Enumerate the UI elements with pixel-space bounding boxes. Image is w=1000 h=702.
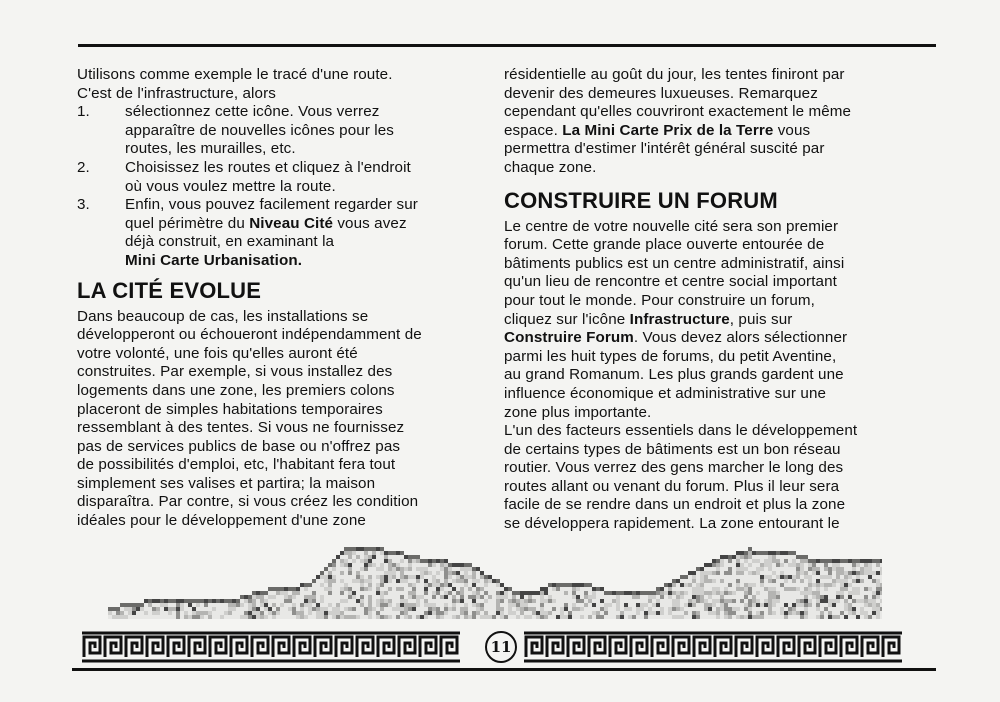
step-line: Choisissez les routes et cliquez à l'endroit xyxy=(125,158,411,176)
section-heading-construire-forum: CONSTRUIRE UN FORUM xyxy=(504,187,778,213)
step-text xyxy=(125,196,482,270)
steps-list xyxy=(77,103,482,270)
body-line: routier. Vous verrez des gens marcher le long des xyxy=(504,459,844,477)
body-line: logements dans une zone, les premiers colons xyxy=(77,381,395,399)
body-line: au grand Romanum. Les plus grands gardent une xyxy=(504,366,844,384)
body-line: forum. Cette grande place ouverte entourée de xyxy=(504,236,825,254)
body-line: influence économique et administrative sur une xyxy=(504,384,827,402)
text-run: vous xyxy=(773,121,811,139)
bottom-rule xyxy=(72,668,936,671)
text-run: cliquez sur l'icône xyxy=(504,310,630,328)
step-3 xyxy=(77,196,482,270)
body-line: ressemblant à des tentes. Si vous ne fournissez xyxy=(77,419,405,437)
body-line: zone plus importante. xyxy=(504,403,652,421)
section-heading-cite-evolue: LA CITÉ EVOLUE xyxy=(77,277,262,303)
body-line: routes allant ou venant du forum. Plus il leur sera xyxy=(504,477,840,495)
body-line: de possibilités d'emploi, etc, l'habitant fera tout xyxy=(77,456,396,474)
greek-key-border-left xyxy=(82,631,480,663)
body-line: se développera rapidement. La zone entourant le xyxy=(504,515,840,533)
niveau-cite-term: Niveau Cité xyxy=(249,214,334,232)
step-line: déjà construit, en examinant la xyxy=(125,233,335,251)
body-line: qu'un lieu de rencontre et centre social important xyxy=(504,273,837,291)
body-line: permettra d'estimer l'intérêt général suscité par xyxy=(504,140,825,158)
body-line xyxy=(504,122,910,141)
body-line: Le centre de votre nouvelle cité sera son premier xyxy=(504,217,839,235)
body-line xyxy=(504,311,910,330)
step-2 xyxy=(77,159,482,196)
step-text xyxy=(125,103,482,159)
body-line: parmi les huit types de forums, du petit Aventine, xyxy=(504,347,837,365)
step-number: 1. xyxy=(77,103,90,121)
body-line xyxy=(504,329,910,348)
body-line: Dans beaucoup de cas, les installations se xyxy=(77,307,369,325)
body-line: de certains types de bâtiments est un bon réseau xyxy=(504,440,841,458)
body-line: pour tout le monde. Pour construire un forum, xyxy=(504,291,815,309)
construire-forum-term: Construire Forum xyxy=(504,329,634,347)
step-line: vous avez xyxy=(333,214,407,232)
body-line: votre volonté, une fois qu'elles auront été xyxy=(77,344,358,362)
body-line: pas de services publics de base ou n'offrez pas xyxy=(77,437,401,455)
body-line: résidentielle au goût du jour, les tentes finiront par xyxy=(504,66,845,83)
text-run: . Vous devez alors sélectionner xyxy=(633,329,848,347)
roman-town-illustration xyxy=(108,544,882,619)
intro-line-1: Utilisons comme exemple le tracé d'une route. xyxy=(77,66,393,83)
body-line: cependant qu'elles couvriront exactement le même xyxy=(504,103,852,121)
body-line: simplement ses valises et partira; la maison xyxy=(77,474,376,492)
greek-key-border-right xyxy=(524,631,920,663)
infrastructure-term: Infrastructure xyxy=(629,310,730,328)
body-line: placeront de simples habitations temporaires xyxy=(77,400,383,418)
body-line: idéales pour le développement d'une zone xyxy=(77,512,366,530)
step-1 xyxy=(77,103,482,159)
step-line: où vous voulez mettre la route. xyxy=(125,177,336,195)
page-number: 11 xyxy=(485,631,517,663)
body-line: L'un des facteurs essentiels dans le développement xyxy=(504,422,858,440)
step-line: Enfin, vous pouvez facilement regarder sur xyxy=(125,196,418,214)
step-text xyxy=(125,159,482,196)
step-line: quel périmètre du xyxy=(125,214,250,232)
body-line: chaque zone. xyxy=(504,158,597,176)
top-rule xyxy=(78,44,936,47)
body-line: disparaîtra. Par contre, si vous créez les condition xyxy=(77,493,419,511)
body-line: développeront ou échoueront indépendamment de xyxy=(77,326,422,344)
intro-line-2: C'est de l'infrastructure, alors xyxy=(77,84,276,102)
mini-carte-prix-terre-term: La Mini Carte Prix de la Terre xyxy=(562,121,774,139)
step-line: routes, les murailles, etc. xyxy=(125,140,296,158)
left-column xyxy=(77,66,482,531)
step-line: sélectionnez cette icône. Vous verrez xyxy=(125,103,380,121)
step-line: apparaître de nouvelles icônes pour les xyxy=(125,121,395,139)
right-column xyxy=(504,66,910,534)
body-line: facile de se rendre dans un endroit et plus la zone xyxy=(504,496,846,514)
body-line: construites. Par exemple, si vous installez des xyxy=(77,363,393,381)
step-number: 2. xyxy=(77,158,90,176)
text-run: espace. xyxy=(504,121,563,139)
body-line: bâtiments publics est un centre administratif, ainsi xyxy=(504,254,845,272)
mini-carte-urbanisation-term: Mini Carte Urbanisation. xyxy=(125,251,303,269)
text-run: , puis sur xyxy=(729,310,793,328)
step-number: 3. xyxy=(77,196,90,214)
body-line: devenir des demeures luxueuses. Remarquez xyxy=(504,84,818,102)
